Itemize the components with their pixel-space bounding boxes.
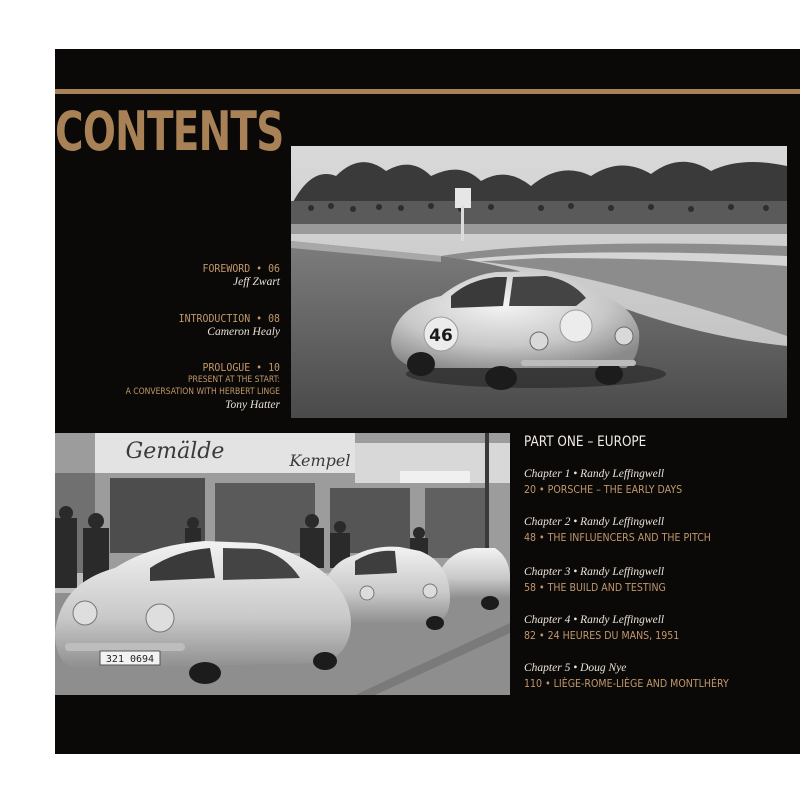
prologue-subtitle-line-1: PRESENT AT THE START: <box>187 375 280 385</box>
shop-sign-gemalde: Gemälde <box>125 439 225 464</box>
shop-sign-kempel: Kempel <box>289 451 351 470</box>
chapter-4-label: Chapter 4 • Randy Leffingwell <box>524 614 665 626</box>
foreword-author: Jeff Zwart <box>233 276 280 288</box>
top-rule <box>55 89 800 94</box>
prologue-subtitle-line-2: A CONVERSATION WITH HERBERT LINGE <box>125 387 280 397</box>
chapter-3-label: Chapter 3 • Randy Leffingwell <box>524 566 665 578</box>
front-matter-introduction[interactable] <box>55 312 280 340</box>
race-car-photo-image <box>291 146 787 418</box>
race-car-photo <box>291 146 787 418</box>
street-cars-photo <box>55 433 510 695</box>
introduction-author: Cameron Healy <box>207 326 280 338</box>
chapter-5-entry: 110 • LIÈGE-ROME-LIÈGE AND MONTLHÉRY <box>524 677 729 690</box>
page-title: CONTENTS <box>55 100 284 163</box>
front-matter-prologue[interactable] <box>55 361 280 413</box>
chapter-2-entry: 48 • THE INFLUENCERS AND THE PITCH <box>524 531 711 544</box>
chapter-1[interactable] <box>524 467 794 498</box>
introduction-heading: INTRODUCTION • 08 <box>178 312 280 325</box>
chapter-4[interactable] <box>524 613 794 644</box>
chapter-2[interactable] <box>524 515 794 546</box>
part-one-title: PART ONE – EUROPE <box>524 434 647 450</box>
contents-page <box>55 49 800 754</box>
prologue-author: Tony Hatter <box>225 399 280 411</box>
license-plate: 321 0694 <box>105 654 155 665</box>
race-number: 46 <box>429 326 453 346</box>
chapter-2-label: Chapter 2 • Randy Leffingwell <box>524 516 665 528</box>
prologue-heading: PROLOGUE • 10 <box>202 361 280 374</box>
chapter-5-label: Chapter 5 • Doug Nye <box>524 662 627 674</box>
foreword-heading: FOREWORD • 06 <box>202 262 280 275</box>
street-cars-photo-image <box>55 433 510 695</box>
front-matter-foreword[interactable] <box>55 262 280 290</box>
chapter-3-entry: 58 • THE BUILD AND TESTING <box>524 581 666 594</box>
chapter-3[interactable] <box>524 565 794 596</box>
chapter-1-label: Chapter 1 • Randy Leffingwell <box>524 468 665 480</box>
chapter-5[interactable] <box>524 661 794 692</box>
chapter-4-entry: 82 • 24 HEURES DU MANS, 1951 <box>524 629 680 642</box>
chapter-1-entry: 20 • PORSCHE – THE EARLY DAYS <box>524 483 683 496</box>
